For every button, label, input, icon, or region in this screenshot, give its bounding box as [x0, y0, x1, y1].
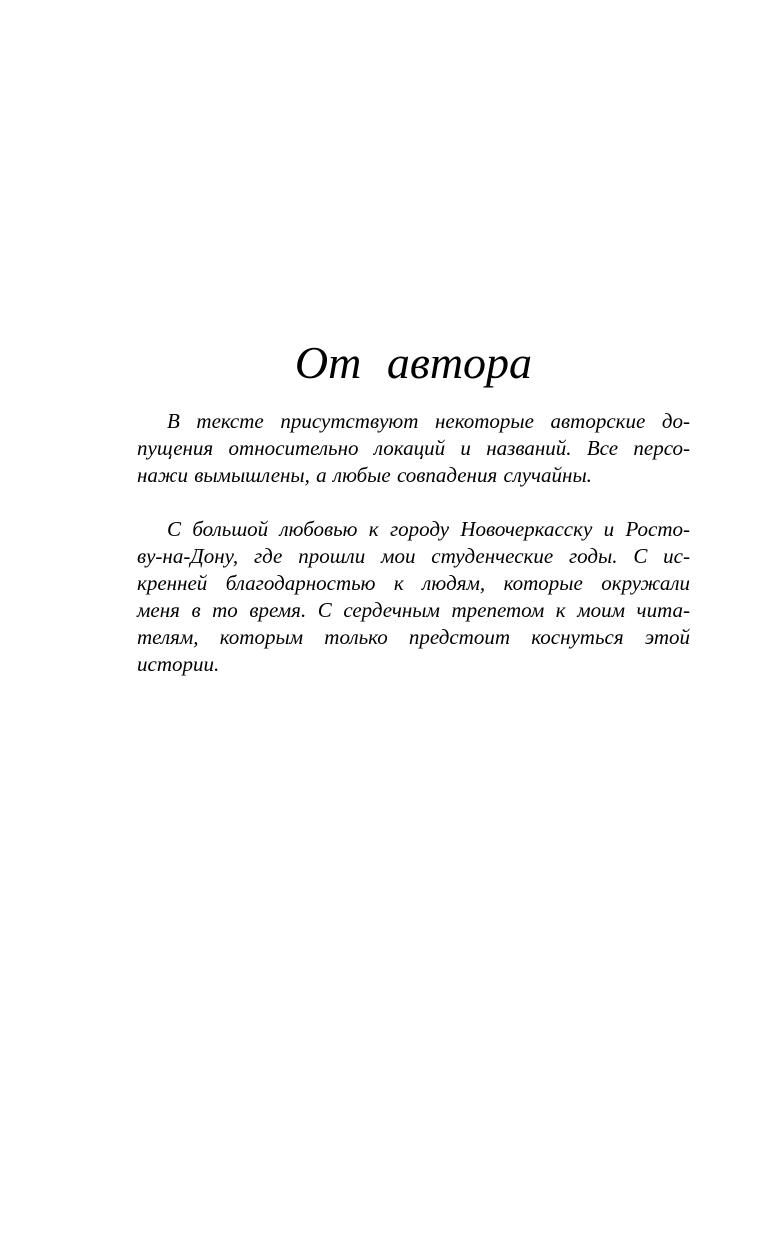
text-line: ву-на-Дону, где прошли мои студенческие годы. С ис-	[137, 544, 690, 568]
paragraph-dedication	[137, 516, 690, 678]
text-line: истории.	[137, 652, 220, 676]
text-line: меня в то время. С сердечным трепетом к моим чита-	[137, 598, 690, 622]
text-line: кренней благодарностью к людям, которые окружали	[137, 571, 690, 595]
text-line: В тексте присутствуют некоторые авторские до-	[167, 409, 690, 433]
text-line: пущения относительно локаций и названий. Все персо-	[137, 436, 690, 460]
text-line: телям, которым только предстоит коснуться этой	[137, 625, 690, 649]
chapter-title: От автора	[294, 337, 533, 388]
text-line: С большой любовью к городу Новочеркасску и Росто-	[167, 517, 690, 541]
page-content	[137, 338, 690, 678]
paragraph-disclaimer	[137, 408, 690, 489]
text-line: нажи вымышлены, а любые совпадения случайны.	[137, 463, 592, 487]
